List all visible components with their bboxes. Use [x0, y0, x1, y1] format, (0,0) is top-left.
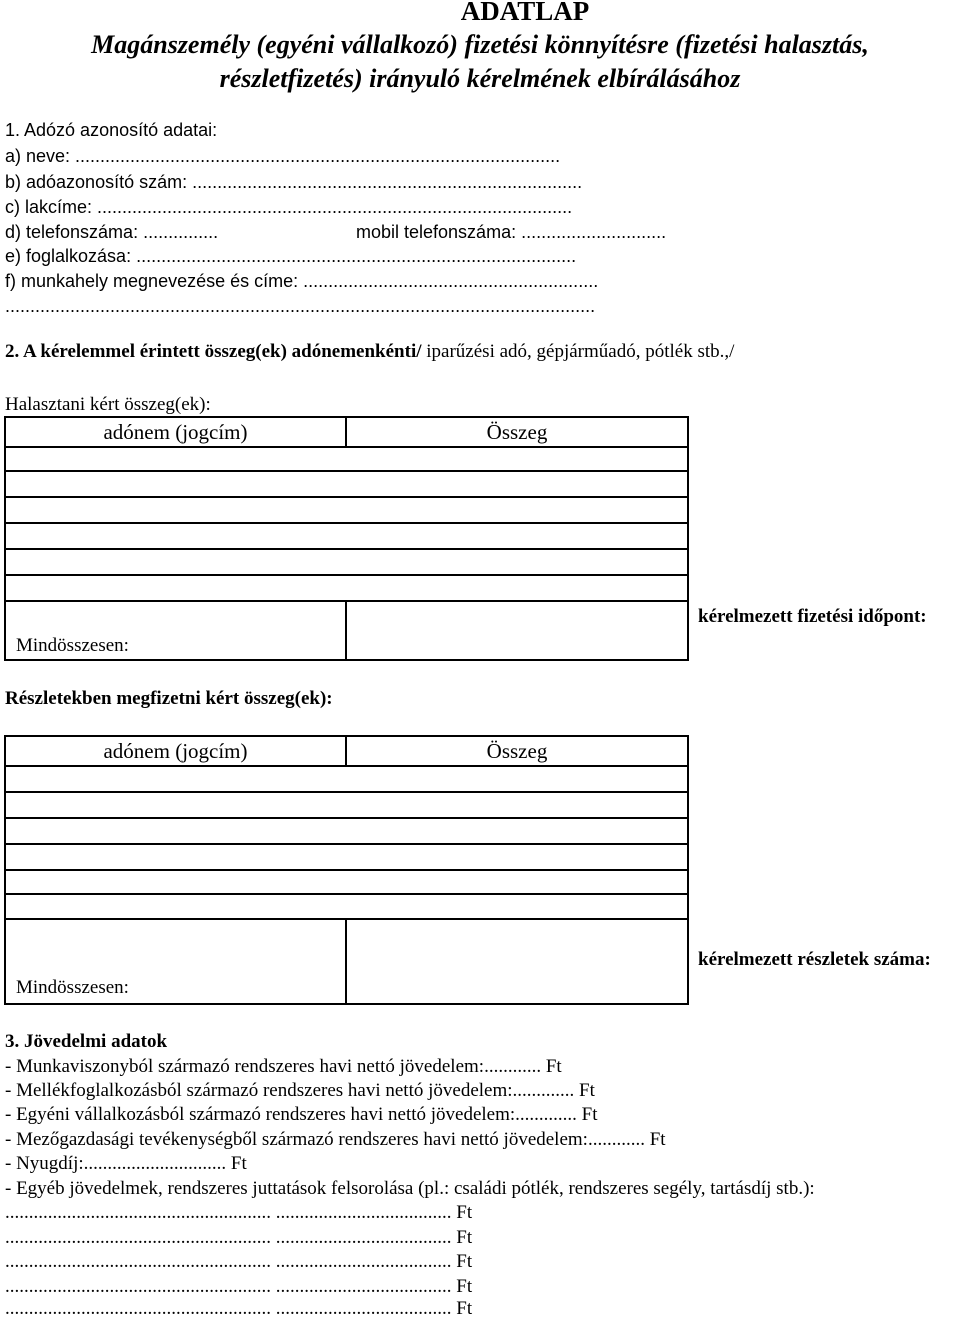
table1-col-tax-type: adónem (jogcím) — [103, 420, 248, 444]
income-line-4: - Mezőgazdasági tevékenységből származó rendszeres havi nettó jövedelem:............ Ft — [5, 1129, 666, 1150]
field-tax-id: b) adóazonosító szám: .............................................................................. — [5, 172, 583, 192]
table-row[interactable] — [4, 893, 689, 920]
page-title: ADATLAP — [460, 0, 590, 26]
income-line-1: - Munkaviszonyból származó rendszeres havi nettó jövedelem:............ Ft — [5, 1056, 562, 1077]
table1-col-amount: Összeg — [486, 420, 548, 444]
field-name: a) neve: ................................................................................................. — [5, 146, 561, 166]
installment-count-label: kérelmezett részletek száma: — [698, 949, 931, 970]
table-row[interactable] — [4, 446, 689, 472]
field-workplace-cont: ...................................................................................................................... — [5, 296, 596, 316]
income-line-5: - Nyugdíj:.............................. Ft — [5, 1153, 247, 1174]
income-line-2: - Mellékfoglalkozásból származó rendszeres havi nettó jövedelem:............. Ft — [5, 1080, 595, 1101]
other-income-line-3: ........................................................ ..................................... Ft — [5, 1251, 473, 1272]
other-income-line-2: ........................................................ ..................................... Ft — [5, 1227, 473, 1248]
table-row[interactable] — [4, 843, 689, 871]
table1-total-value-cell[interactable] — [345, 600, 689, 661]
subtitle-line-2: részletfizetés) irányuló kérelmének elbírálásához — [219, 64, 741, 93]
table2-total-value-cell[interactable] — [345, 918, 689, 1005]
table-row[interactable] — [4, 869, 689, 895]
table1-total-label: Mindösszesen: — [16, 635, 129, 656]
other-income-line-5: ........................................................ ..................................... Ft — [5, 1298, 473, 1319]
field-mobile: mobil telefonszáma: ............................. — [356, 222, 667, 242]
other-income-heading: - Egyéb jövedelmek, rendszeres juttatások felsorolása (pl.: családi pótlék, rendszeres segély, tartásdíj stb.): — [5, 1178, 815, 1199]
table2-col-amount: Összeg — [486, 739, 548, 763]
income-line-3: - Egyéni vállalkozásból származó rendszeres havi nettó jövedelem:............. Ft — [5, 1104, 598, 1125]
reszlet-label: Részletekben megfizetni kért összeg(ek): — [5, 688, 333, 709]
requested-date-label: kérelmezett fizetési időpont: — [698, 606, 927, 627]
section2-heading-normal: iparűzési adó, gépjárműadó, pótlék stb.,/ — [426, 341, 735, 362]
field-phone: d) telefonszáma: ............... — [5, 222, 219, 242]
table-row[interactable] — [4, 765, 689, 793]
field-address: c) lakcíme: ............................................................................................... — [5, 197, 573, 217]
subtitle-line-1: Magánszemély (egyéni vállalkozó) fizetési könnyítésre (fizetési halasztás, — [91, 30, 869, 59]
section2-heading — [5, 341, 734, 363]
table-row[interactable] — [4, 470, 689, 498]
field-occupation: e) foglalkozása: ........................................................................................ — [5, 246, 577, 266]
table2-total-label: Mindösszesen: — [16, 977, 129, 998]
table-row[interactable] — [4, 817, 689, 845]
table-row[interactable] — [4, 522, 689, 550]
other-income-line-1: ........................................................ ..................................... Ft — [5, 1202, 473, 1223]
field-workplace: f) munkahely megnevezése és címe: ........................................................... — [5, 271, 599, 291]
table-row[interactable] — [4, 548, 689, 576]
table2-col-tax-type: adónem (jogcím) — [103, 739, 248, 763]
table-row[interactable] — [4, 791, 689, 819]
other-income-line-4: ........................................................ ..................................... Ft — [5, 1276, 473, 1297]
table-row[interactable] — [4, 496, 689, 524]
table-row[interactable] — [4, 574, 689, 602]
section3-heading: 3. Jövedelmi adatok — [5, 1031, 168, 1052]
section2-heading-bold: 2. A kérelemmel érintett összeg(ek) adónemenkénti/ — [5, 341, 422, 362]
halasztani-label: Halasztani kért összeg(ek): — [5, 394, 211, 415]
section1-heading: 1. Adózó azonosító adatai: — [5, 120, 218, 140]
